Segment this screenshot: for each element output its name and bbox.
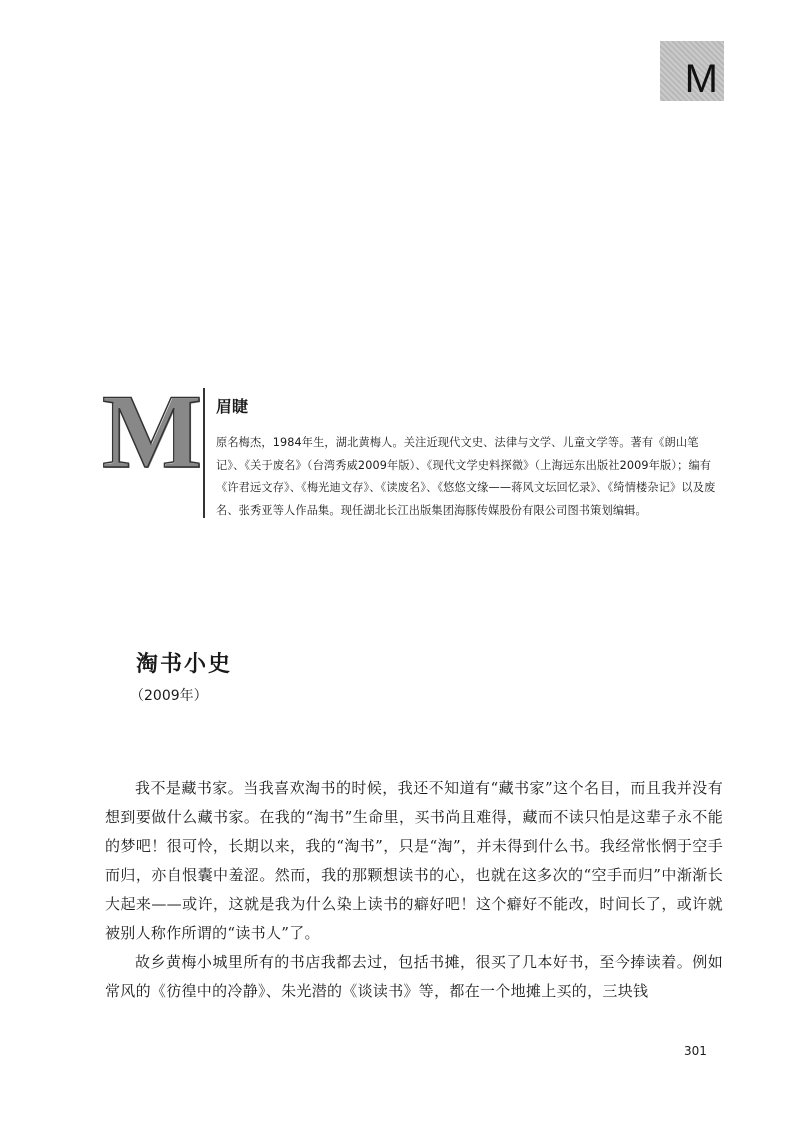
bio-divider xyxy=(203,388,205,518)
author-initial: M xyxy=(102,373,203,490)
essay-year: （2009年） xyxy=(130,688,208,704)
section-tab xyxy=(660,41,724,101)
author-bio: 原名梅杰，1984年生，湖北黄梅人。关注近现代文史、法律与文学、儿童文学等。著有《朗山笔记》、《关于废名》（台湾秀威2009年版）、《现代文学史料探微》（上海远东出版社2009年版）；编有《许君远文存》、《梅光迪文存》、《读废名》、《悠悠文缘——蒋风文坛回忆录》、《绮情楼杂记》以及废名、张秀亚等人作品集。现任湖北长江出版集团海豚传媒股份有限公司图书策划编辑。 xyxy=(216,436,716,517)
essay-title: 淘书小史 xyxy=(136,651,233,677)
page-number: 301 xyxy=(684,1044,707,1058)
body-paragraph: 我不是藏书家。当我喜欢淘书的时候，我还不知道有“藏书家”这个名目，而且我并没有想到要做什么藏书家。在我的“淘书”生命里，买书尚且难得，藏而不读只怕是这辈子永不能的梦吧！很可怜，长期以来，我的“淘书”，只是“淘”，并未得到什么书。我经常怅惘于空手而归，亦自恨囊中羞涩。然而，我的那颗想读书的心，也就在这多次的“空手而归”中渐渐长大起来——或许，这就是我为什么染上读书的癖好吧！这个癖好不能改，时间长了，或许就被别人称作所谓的“读书人”了。 xyxy=(105,779,723,942)
essay-body xyxy=(105,774,723,1006)
body-paragraph: 故乡黄梅小城里所有的书店我都去过，包括书摊，很买了几本好书，至今捧读着。例如常风的《彷徨中的冷静》、朱光潜的《谈读书》等，都在一个地摊上买的，三块钱 xyxy=(105,953,723,1000)
author-name: 眉睫 xyxy=(216,397,249,416)
section-letter: M xyxy=(684,57,718,101)
